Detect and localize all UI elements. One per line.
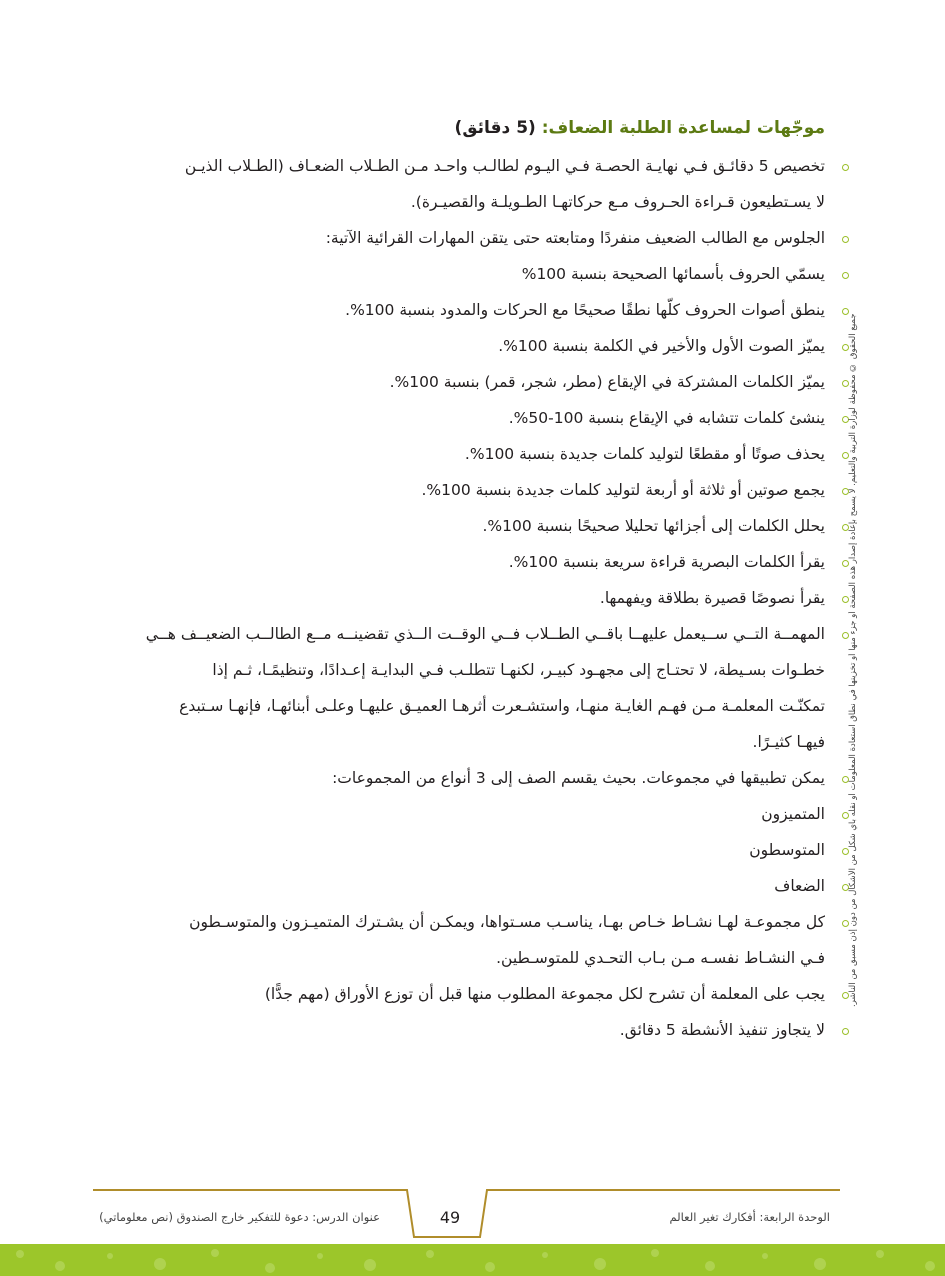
bullet-list-container [109,148,849,1048]
list-item-line: كل مجموعـة لهـا نشـاط خـاص بهـا، يناسـب مسـتواها، ويمكـن أن يشـترك المتميـزون والمتوسـطون [189,913,825,931]
copyright-side-note: جميع الحقوق © محفوظة لوزارة التربية والتعليم. لا يسمح بإعادة إصدار هذه الصفحة أو جزء منها أو تخزينها في نطاق استعادة المعلومات أو نقله بأي شكل من الأشكال من دون إذن مسبق من الناشر. [848,313,858,1007]
list-item-line: الجلوس مع الطالب الضعيف منفردًا ومتابعته حتى يتقن المهارات القرائية الآتية: [325,229,825,247]
list-item [109,1012,849,1048]
list-item-line: المهمــة التــي ســيعمل عليهــا باقــي الطــلاب فــي الوقــت الــذي تقضينــه مــع الطالــب الضعيــف هــي [145,625,825,643]
list-item-line: يحذف صوتًا أو مقطعًا لتوليد كلمات جديدة بنسبة 100%. [464,445,825,463]
list-item-line: ينطق أصوات الحروف كلّها نطقًا صحيحًا مع الحركات والمدود بنسبة 100%. [345,301,825,319]
list-item-line: يجب على المعلمة أن تشرح لكل مجموعة المطلوب منها قبل أن توزع الأوراق (مهم جدًّا) [264,985,825,1003]
list-item [109,472,849,508]
list-item-line: ينشئ كلمات تتشابه في الإيقاع بنسبة 100-50%. [508,409,825,427]
footer-unit-title: الوحدة الرابعة: أفكارك تغير العالم [669,1210,830,1224]
list-item-line: تخصيص 5 دقائـق فـي نهايـة الحصـة فـي اليـوم لطالـب واحـد مـن الطـلاب الضعـاف (الطـلاب الذيـن [184,157,825,175]
list-item-line: يمكن تطبيقها في مجموعات. بحيث يقسم الصف إلى 3 أنواع من المجموعات: [332,769,825,787]
list-item-line: الضعاف [774,877,825,895]
list-item-line: تمكنّـت المعلمـة مـن فهـم الغايـة منهـا، واستشـعرت أثرهـا العميـق عليهـا وعلـى أبنائهـا، فإنهـا سـتبدع [179,697,825,715]
section-heading [105,118,825,138]
list-item [109,220,849,256]
list-item [109,832,849,868]
heading-title: موجّهات لمساعدة الطلبة الضعاف: [541,118,825,138]
list-item [109,544,849,580]
list-item-line: خطـوات بسـيطة، لا تحتـاج إلى مجهـود كبيـر، لكنهـا تتطلـب فـي البدايـة إعـدادًا، وتنظيمًـا، ثـم إذا [212,661,825,679]
bullet-list [109,148,849,1048]
list-item [109,868,849,904]
list-item [109,400,849,436]
list-item-line: فـي النشـاط نفسـه مـن بـاب التحـدي للمتوسـطين. [496,949,825,967]
decorative-bottom-band [0,1244,945,1276]
bullet-circle-icon [842,236,849,243]
list-item-line: يجمع صوتين أو ثلاثة أو أربعة لتوليد كلمات جديدة بنسبة 100%. [421,481,825,499]
list-item [109,256,849,292]
list-item [109,760,849,796]
list-item [109,616,849,760]
list-item-line: المتوسطون [749,841,825,859]
band-pattern [0,1244,945,1276]
list-item-line: فيهـا كثيـرًا. [752,733,825,751]
list-item-line: لا يسـتطيعون قـراءة الحـروف مـع حركاتهـا الطـويلـة والقصيـرة). [410,193,825,211]
bullet-circle-icon [842,164,849,171]
footer-lesson-title: عنوان الدرس: دعوة للتفكير خارج الصندوق (نص معلوماتي) [99,1210,380,1224]
list-item [109,292,849,328]
list-item-line: يميّز الكلمات المشتركة في الإيقاع (مطر، شجر، قمر) بنسبة 100%. [389,373,825,391]
list-item [109,580,849,616]
heading-duration: (5 دقائق) [454,118,536,138]
list-item-line: لا يتجاوز تنفيذ الأنشطة 5 دقائق. [619,1021,825,1039]
list-item [109,796,849,832]
list-item [109,364,849,400]
list-item-line: يقرأ نصوصًا قصيرة بطلاقة ويفهمها. [599,589,825,607]
list-item-line: يقرأ الكلمات البصرية قراءة سريعة بنسبة 100%. [508,553,825,571]
list-item-line: يميّز الصوت الأول والأخير في الكلمة بنسبة 100%. [498,337,825,355]
list-item [109,904,849,976]
list-item [109,508,849,544]
bullet-circle-icon [842,272,849,279]
page-number: 49 [439,1208,461,1227]
list-item-line: المتميزون [761,805,825,823]
list-item-line: يسمّي الحروف بأسمائها الصحيحة بنسبة 100% [521,265,825,283]
list-item-line: يحلل الكلمات إلى أجزائها تحليلا صحيحًا بنسبة 100%. [482,517,825,535]
list-item [109,976,849,1012]
list-item [109,436,849,472]
list-item [109,148,849,220]
list-item [109,328,849,364]
